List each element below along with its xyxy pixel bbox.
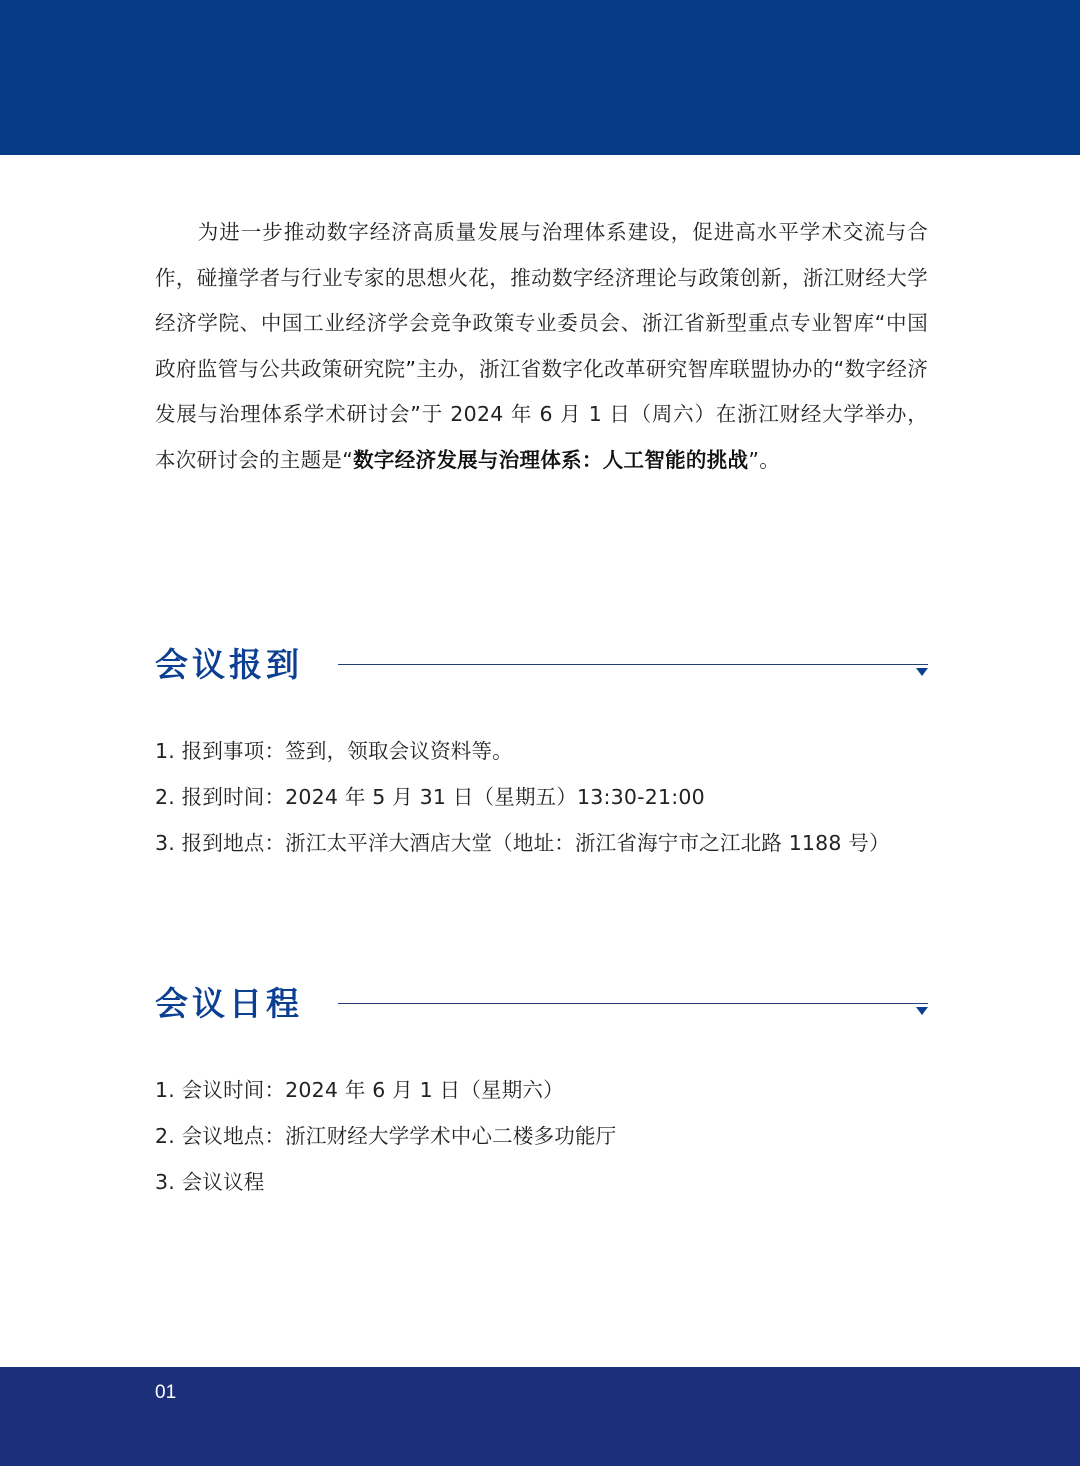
section-title-registration: 会议报到	[155, 645, 303, 684]
conference-theme: 数字经济发展与治理体系：人工智能的挑战	[353, 447, 749, 472]
triangle-down-icon	[916, 1007, 928, 1015]
page-number: 01	[155, 1382, 177, 1403]
section-divider-line	[338, 1003, 928, 1004]
section-title-schedule: 会议日程	[155, 984, 303, 1023]
list-item: 3. 会议议程	[155, 1170, 265, 1194]
list-item: 3. 报到地点：浙江太平洋大酒店大堂（地址：浙江省海宁市之江北路 1188 号）	[155, 831, 890, 855]
section-header-registration	[155, 642, 930, 692]
section-header-schedule	[155, 981, 930, 1031]
list-item: 2. 会议地点：浙江财经大学学术中心二楼多功能厅	[155, 1124, 617, 1148]
intro-text-end: ”。	[748, 447, 781, 472]
intro-paragraph	[155, 210, 928, 484]
intro-text: 为进一步推动数字经济高质量发展与治理体系建设，促进高水平学术交流与合作，碰撞学者与行业专家的思想火花，推动数字经济理论与政策创新，浙江财经大学经济学院、中国工业经济学会竞争政策专业委员会、浙江省新型重点专业智库“中国政府监管与公共政策研究院”主办，浙江省数字化改革研究智库联盟协办的“数字经济发展与治理体系学术研讨会”于 2024 年 6 月 1 日（周六）在浙江财经大学举办，本次研讨会的主题是“	[155, 220, 928, 472]
schedule-list	[155, 1067, 935, 1205]
list-item: 1. 报到事项：签到，领取会议资料等。	[155, 739, 513, 763]
section-divider-line	[338, 664, 928, 665]
header-band	[0, 0, 1080, 155]
triangle-down-icon	[916, 668, 928, 676]
list-item: 1. 会议时间：2024 年 6 月 1 日（星期六）	[155, 1078, 564, 1102]
list-item: 2. 报到时间：2024 年 5 月 31 日（星期五）13:30-21:00	[155, 785, 705, 809]
registration-list	[155, 728, 935, 866]
